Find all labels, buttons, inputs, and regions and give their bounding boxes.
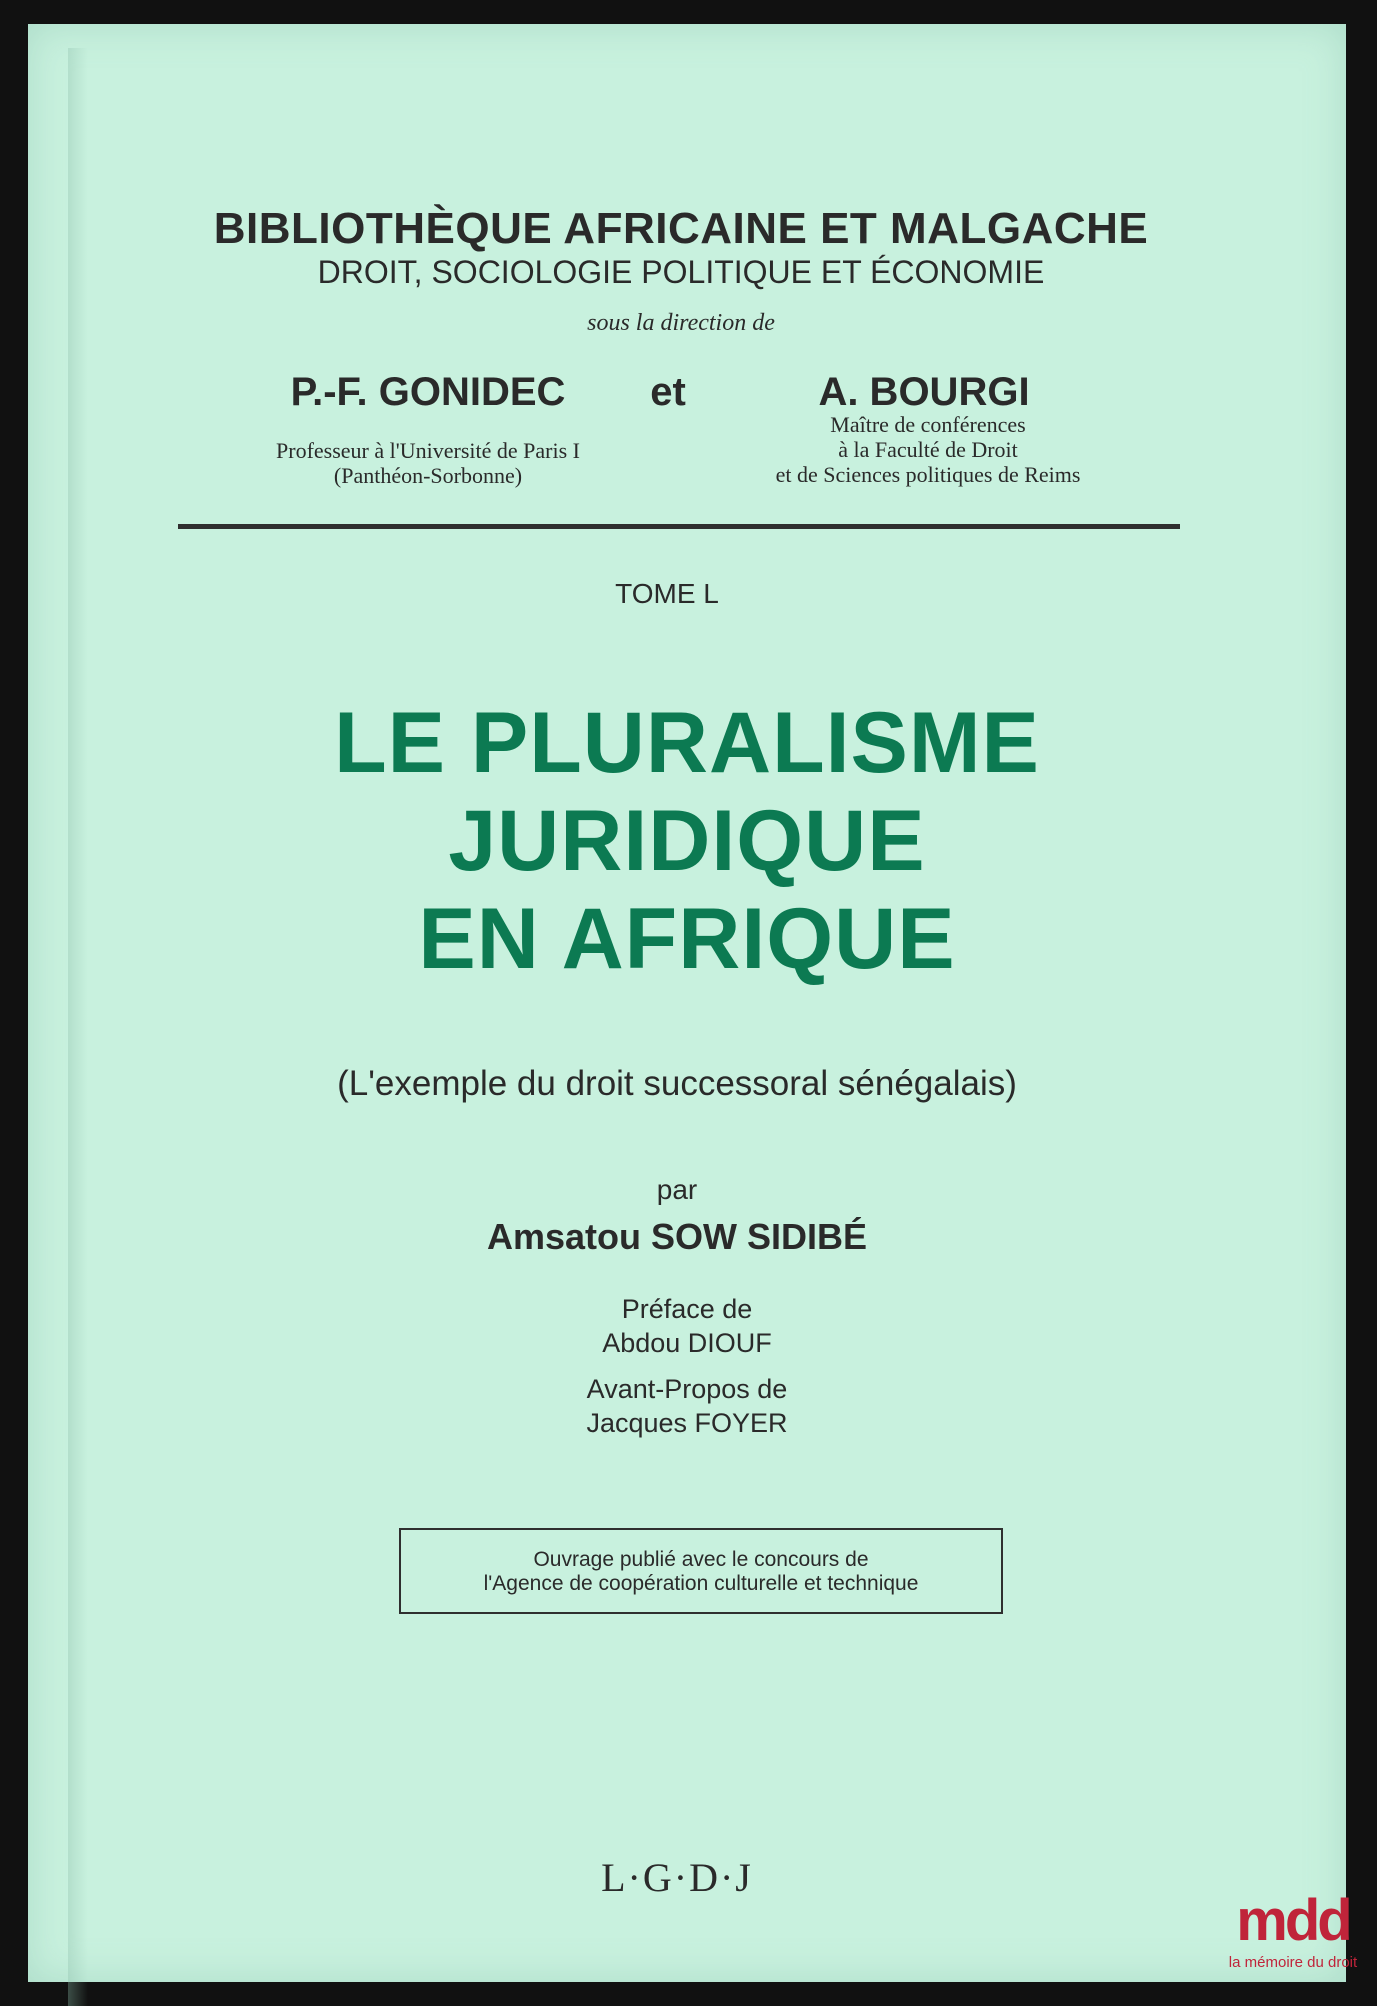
editor-name-bourgi: A. BOURGI [818,370,1030,414]
affiliation-line: Maître de conférences [830,412,1026,437]
affiliation-line: à la Faculté de Droit [838,437,1018,462]
author-name: Amsatou SOW SIDIBÉ [486,1216,868,1257]
horizontal-divider [178,524,1180,529]
book-title-line: LE PLURALISME [334,695,1040,791]
book-title-line: JURIDIQUE [448,793,926,889]
book-title [28,694,1346,988]
by-label: par [656,1174,698,1205]
foreword-label: Avant-Propos de [586,1374,788,1404]
watermark-mark: mdd [1236,1888,1350,1953]
notice-line: l'Agence de coopération culturelle et technique [483,1572,919,1595]
book-cover [28,24,1346,1982]
affiliation-line: (Panthéon-Sorbonne) [333,463,523,488]
affiliation-line: Professeur à l'Université de Paris I [276,438,580,463]
editor-name-gonidec: P.-F. GONIDEC [290,370,566,414]
editor-affiliation-bourgi [718,412,1138,487]
book-title-line: EN AFRIQUE [418,891,956,987]
credits-block [28,1292,1346,1440]
volume-label: TOME L [615,578,719,609]
editor-conjunction: et [650,370,686,414]
foreword-name: Jacques FOYER [586,1408,788,1438]
preface-label: Préface de [621,1294,753,1324]
preface-name: Abdou DIOUF [602,1328,772,1358]
cover-spine-shadow [68,48,88,2006]
publisher-logo: L·G·D·J [601,1855,753,1900]
watermark-logo [1218,1888,1368,1971]
sponsor-notice-box [399,1528,1003,1614]
notice-line: Ouvrage publié avec le concours de [533,1548,869,1571]
direction-label: sous la direction de [587,310,775,336]
editor-affiliation-gonidec [208,438,648,488]
series-title: BIBLIOTHÈQUE AFRICAINE ET MALGACHE [213,204,1149,253]
book-subtitle: (L'exemple du droit successoral sénégalais) [337,1064,1017,1103]
affiliation-line: et de Sciences politiques de Reims [775,462,1081,487]
series-subtitle: DROIT, SOCIOLOGIE POLITIQUE ET ÉCONOMIE [317,254,1045,290]
watermark-tagline: la mémoire du droit [1228,1954,1358,1971]
